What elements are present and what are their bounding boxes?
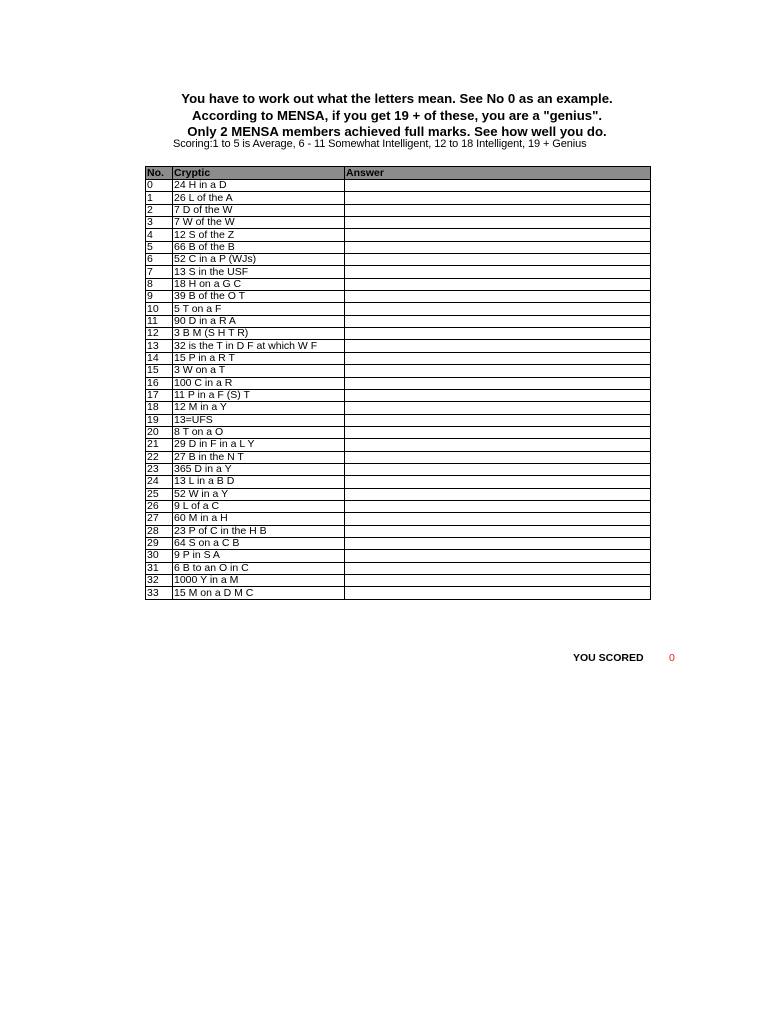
quiz-table-body	[146, 180, 651, 600]
cell-answer[interactable]	[345, 192, 651, 204]
table-row	[146, 241, 651, 253]
cell-cryptic-clue: 13=UFS	[173, 414, 345, 426]
table-header-row	[146, 167, 651, 180]
table-row	[146, 352, 651, 364]
cell-answer[interactable]	[345, 229, 651, 241]
cell-cryptic-clue: 15 P in a R T	[173, 352, 345, 364]
cell-cryptic-clue: 60 M in a H	[173, 513, 345, 525]
instructions-line-3: Only 2 MENSA members achieved full marks. See how well you do.	[187, 124, 607, 139]
cell-number: 3	[146, 217, 173, 229]
table-row	[146, 340, 651, 352]
table-row	[146, 426, 651, 438]
cell-number: 2	[146, 204, 173, 216]
cell-cryptic-clue: 24 H in a D	[173, 180, 345, 192]
column-header-no: No.	[146, 167, 173, 180]
cell-answer[interactable]	[345, 365, 651, 377]
cell-answer[interactable]	[345, 550, 651, 562]
cell-answer[interactable]	[345, 303, 651, 315]
table-row	[146, 414, 651, 426]
cell-cryptic-clue: 9 P in S A	[173, 550, 345, 562]
table-row	[146, 315, 651, 327]
table-row	[146, 204, 651, 216]
table-row	[146, 389, 651, 401]
column-header-cryptic: Cryptic	[173, 167, 345, 180]
cell-number: 10	[146, 303, 173, 315]
table-row	[146, 476, 651, 488]
cell-number: 29	[146, 537, 173, 549]
cell-number: 19	[146, 414, 173, 426]
table-row	[146, 266, 651, 278]
cell-number: 8	[146, 278, 173, 290]
cell-number: 11	[146, 315, 173, 327]
cell-answer[interactable]	[345, 439, 651, 451]
cell-answer[interactable]	[345, 500, 651, 512]
cell-cryptic-clue: 52 W in a Y	[173, 488, 345, 500]
table-row	[146, 451, 651, 463]
cell-cryptic-clue: 7 W of the W	[173, 217, 345, 229]
cell-cryptic-clue: 11 P in a F (S) T	[173, 389, 345, 401]
score-value: 0	[669, 652, 675, 664]
cell-number: 28	[146, 525, 173, 537]
cell-cryptic-clue: 66 B of the B	[173, 241, 345, 253]
cell-cryptic-clue: 3 W on a T	[173, 365, 345, 377]
cell-cryptic-clue: 23 P of C in the H B	[173, 525, 345, 537]
cell-answer[interactable]	[345, 266, 651, 278]
cell-number: 1	[146, 192, 173, 204]
column-header-answer: Answer	[345, 167, 651, 180]
cell-answer[interactable]	[345, 389, 651, 401]
cell-answer[interactable]	[345, 352, 651, 364]
table-row	[146, 575, 651, 587]
cell-answer[interactable]	[345, 402, 651, 414]
quiz-table	[145, 166, 651, 600]
cell-cryptic-clue: 5 T on a F	[173, 303, 345, 315]
cell-number: 31	[146, 562, 173, 574]
cell-number: 23	[146, 463, 173, 475]
cell-cryptic-clue: 13 L in a B D	[173, 476, 345, 488]
table-row	[146, 180, 651, 192]
cell-answer[interactable]	[345, 377, 651, 389]
cell-cryptic-clue: 64 S on a C B	[173, 537, 345, 549]
cell-cryptic-clue: 8 T on a O	[173, 426, 345, 438]
cell-cryptic-clue: 12 S of the Z	[173, 229, 345, 241]
table-row	[146, 365, 651, 377]
cell-cryptic-clue: 3 B M (S H T R)	[173, 328, 345, 340]
cell-answer[interactable]	[345, 204, 651, 216]
cell-number: 24	[146, 476, 173, 488]
cell-cryptic-clue: 7 D of the W	[173, 204, 345, 216]
cell-number: 9	[146, 291, 173, 303]
cell-cryptic-clue: 365 D in a Y	[173, 463, 345, 475]
cell-cryptic-clue: 18 H on a G C	[173, 278, 345, 290]
cell-cryptic-clue: 26 L of the A	[173, 192, 345, 204]
table-row	[146, 229, 651, 241]
table-row	[146, 550, 651, 562]
cell-number: 13	[146, 340, 173, 352]
cell-cryptic-clue: 12 M in a Y	[173, 402, 345, 414]
cell-answer[interactable]	[345, 254, 651, 266]
cell-answer[interactable]	[345, 537, 651, 549]
cell-answer[interactable]	[345, 525, 651, 537]
cell-answer[interactable]	[345, 488, 651, 500]
cell-cryptic-clue: 32 is the T in D F at which W F	[173, 340, 345, 352]
cell-number: 4	[146, 229, 173, 241]
table-row	[146, 303, 651, 315]
cell-cryptic-clue: 9 L of a C	[173, 500, 345, 512]
cell-cryptic-clue: 100 C in a R	[173, 377, 345, 389]
table-row	[146, 192, 651, 204]
instructions-line-2: According to MENSA, if you get 19 + of these, you are a "genius".	[191, 107, 603, 123]
cell-number: 21	[146, 439, 173, 451]
cell-answer[interactable]	[345, 180, 651, 192]
cell-cryptic-clue: 6 B to an O in C	[173, 562, 345, 574]
cell-number: 25	[146, 488, 173, 500]
table-row	[146, 377, 651, 389]
cell-number: 6	[146, 254, 173, 266]
table-row	[146, 537, 651, 549]
table-row	[146, 278, 651, 290]
table-row	[146, 562, 651, 574]
cell-number: 32	[146, 575, 173, 587]
table-row	[146, 439, 651, 451]
table-row	[146, 500, 651, 512]
cell-number: 18	[146, 402, 173, 414]
cell-answer[interactable]	[345, 451, 651, 463]
cell-number: 12	[146, 328, 173, 340]
cell-answer[interactable]	[345, 476, 651, 488]
cell-cryptic-clue: 15 M on a D M C	[173, 587, 345, 599]
cell-cryptic-clue: 52 C in a P (WJs)	[173, 254, 345, 266]
cell-answer[interactable]	[345, 217, 651, 229]
cell-number: 22	[146, 451, 173, 463]
table-row	[146, 254, 651, 266]
cell-answer[interactable]	[345, 587, 651, 599]
table-row	[146, 217, 651, 229]
cell-cryptic-clue: 90 D in a R A	[173, 315, 345, 327]
cell-answer[interactable]	[345, 414, 651, 426]
cell-answer[interactable]	[345, 340, 651, 352]
score-label: YOU SCORED	[573, 652, 644, 664]
cell-number: 26	[146, 500, 173, 512]
cell-answer[interactable]	[345, 241, 651, 253]
cell-answer[interactable]	[345, 278, 651, 290]
cell-number: 17	[146, 389, 173, 401]
cell-number: 33	[146, 587, 173, 599]
cell-cryptic-clue: 27 B in the N T	[173, 451, 345, 463]
table-row	[146, 587, 651, 599]
cell-cryptic-clue: 13 S in the USF	[173, 266, 345, 278]
instructions	[0, 91, 768, 141]
cell-answer[interactable]	[345, 463, 651, 475]
instructions-line-1: You have to work out what the letters mean. See No 0 as an example.	[181, 91, 613, 106]
cell-answer[interactable]	[345, 426, 651, 438]
cell-answer[interactable]	[345, 575, 651, 587]
cell-number: 20	[146, 426, 173, 438]
scoring-guide: Scoring:1 to 5 is Average, 6 - 11 Somewhat Intelligent, 12 to 18 Intelligent, 19 + Genius	[173, 138, 587, 150]
cell-number: 27	[146, 513, 173, 525]
cell-number: 7	[146, 266, 173, 278]
table-row	[146, 525, 651, 537]
cell-answer[interactable]	[345, 315, 651, 327]
table-row	[146, 291, 651, 303]
table-row	[146, 488, 651, 500]
cell-cryptic-clue: 1000 Y in a M	[173, 575, 345, 587]
cell-number: 16	[146, 377, 173, 389]
table-row	[146, 402, 651, 414]
table-row	[146, 463, 651, 475]
cell-answer[interactable]	[345, 562, 651, 574]
cell-cryptic-clue: 39 B of the O T	[173, 291, 345, 303]
cell-number: 0	[146, 180, 173, 192]
cell-number: 5	[146, 241, 173, 253]
cell-number: 14	[146, 352, 173, 364]
cell-answer[interactable]	[345, 328, 651, 340]
cell-answer[interactable]	[345, 513, 651, 525]
table-row	[146, 328, 651, 340]
cell-number: 15	[146, 365, 173, 377]
cell-number: 30	[146, 550, 173, 562]
cell-answer[interactable]	[345, 291, 651, 303]
cell-cryptic-clue: 29 D in F in a L Y	[173, 439, 345, 451]
table-row	[146, 513, 651, 525]
